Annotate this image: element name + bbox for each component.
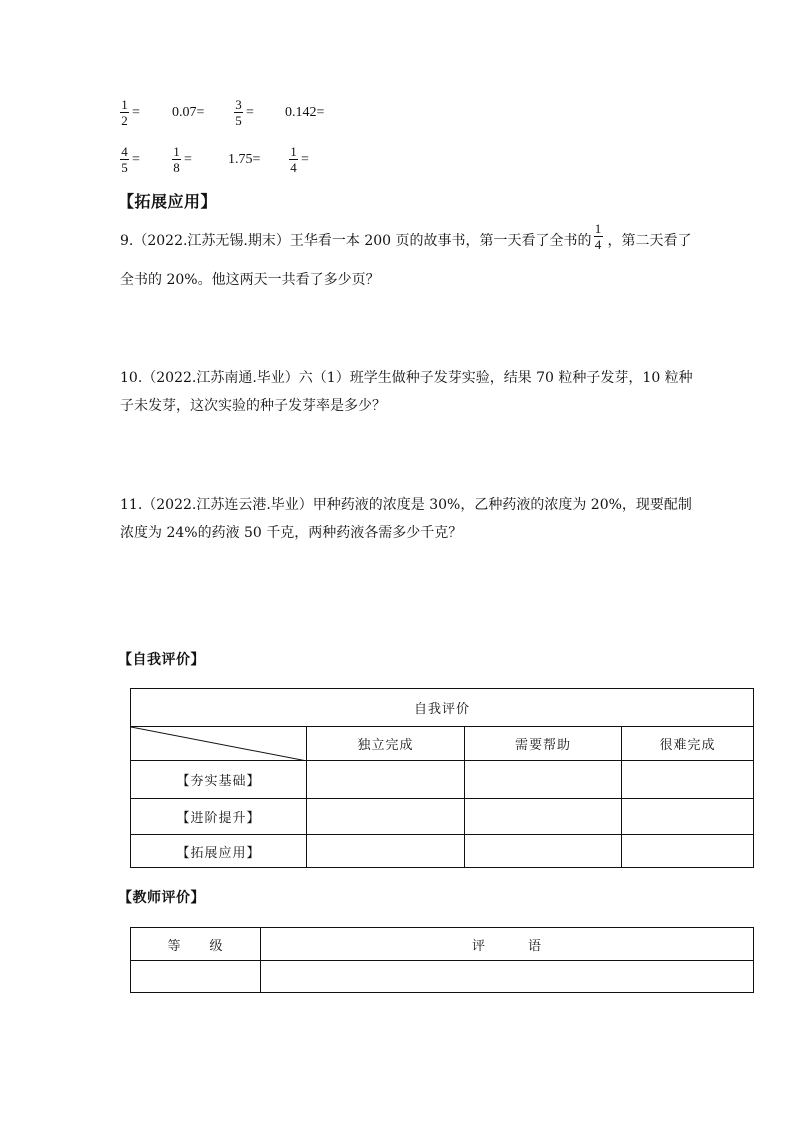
fraction-denominator: 5 bbox=[121, 160, 128, 175]
diagonal-line bbox=[131, 727, 307, 761]
fraction bbox=[172, 145, 181, 174]
fraction-denominator: 2 bbox=[121, 113, 128, 128]
fraction-numerator: 4 bbox=[121, 144, 128, 159]
equals-sign: = bbox=[184, 152, 192, 167]
row-header: 【夯实基础】 bbox=[131, 761, 307, 799]
decimal-expression: 0.07= bbox=[172, 105, 205, 120]
eval-cell[interactable] bbox=[465, 835, 622, 868]
decimal-expression: 1.75= bbox=[228, 152, 261, 167]
fraction bbox=[234, 98, 243, 127]
fraction-numerator: 1 bbox=[121, 97, 128, 112]
comment-header: 评 语 bbox=[261, 928, 754, 961]
eval-cell[interactable] bbox=[465, 761, 622, 799]
column-header: 很难完成 bbox=[622, 727, 754, 761]
comment-cell[interactable] bbox=[261, 961, 754, 993]
question-11-line1: 11.（2022.江苏连云港.毕业）甲种药液的浓度是 30%，乙种药液的浓度为 20%，现要配制 bbox=[120, 497, 692, 513]
question-9-line2: 全书的 20%。他这两天一共看了多少页？ bbox=[120, 272, 380, 288]
fraction-denominator: 8 bbox=[173, 160, 180, 175]
self-eval-heading: 【自我评价】 bbox=[118, 652, 205, 668]
eval-cell[interactable] bbox=[622, 835, 754, 868]
fraction bbox=[289, 145, 298, 174]
decimal-expression: 0.142= bbox=[285, 105, 325, 120]
fraction-denominator: 4 bbox=[594, 237, 602, 252]
equals-sign: = bbox=[301, 152, 309, 167]
eval-cell[interactable] bbox=[307, 761, 465, 799]
column-header: 需要帮助 bbox=[465, 727, 622, 761]
row-header: 【进阶提升】 bbox=[131, 799, 307, 835]
self-eval-table bbox=[130, 688, 754, 868]
question-9-text-after: ，第二天看了 bbox=[607, 233, 692, 249]
equals-sign: = bbox=[246, 105, 254, 120]
fraction-numerator: 1 bbox=[594, 221, 602, 236]
teacher-eval-heading: 【教师评价】 bbox=[118, 890, 205, 906]
teacher-eval-table bbox=[130, 927, 754, 993]
section-heading: 【拓展应用】 bbox=[118, 192, 218, 211]
fraction-numerator: 3 bbox=[235, 97, 242, 112]
eval-cell[interactable] bbox=[307, 835, 465, 868]
equals-sign: = bbox=[132, 105, 140, 120]
grade-header: 等 级 bbox=[131, 928, 261, 961]
fraction-numerator: 1 bbox=[290, 144, 297, 159]
column-header: 独立完成 bbox=[307, 727, 465, 761]
question-11-line2: 浓度为 24%的药液 50 千克，两种药液各需多少千克？ bbox=[120, 525, 463, 541]
fraction bbox=[120, 98, 129, 127]
grade-cell[interactable] bbox=[131, 961, 261, 993]
question-9-fraction bbox=[592, 221, 608, 252]
question-10-line1: 10.（2022.江苏南通.毕业）六（1）班学生做种子发芽实验，结果 70 粒种子发芽，10 粒种 bbox=[120, 370, 693, 386]
self-eval-title: 自我评价 bbox=[131, 689, 754, 727]
fraction-denominator: 5 bbox=[235, 113, 242, 128]
fraction-denominator: 4 bbox=[290, 160, 297, 175]
eval-cell[interactable] bbox=[622, 799, 754, 835]
eval-cell[interactable] bbox=[465, 799, 622, 835]
diagonal-header-cell bbox=[131, 727, 307, 761]
question-9-text-before: 9.（2022.江苏无锡.期末）王华看一本 200 页的故事书，第一天看了全书的 bbox=[120, 233, 592, 249]
fraction-numerator: 1 bbox=[173, 144, 180, 159]
row-header: 【拓展应用】 bbox=[131, 835, 307, 868]
equals-sign: = bbox=[132, 152, 140, 167]
question-9-line1 bbox=[120, 221, 692, 252]
fraction bbox=[120, 145, 129, 174]
question-10-line2: 子未发芽，这次实验的种子发芽率是多少？ bbox=[120, 398, 386, 414]
eval-cell[interactable] bbox=[307, 799, 465, 835]
eval-cell[interactable] bbox=[622, 761, 754, 799]
